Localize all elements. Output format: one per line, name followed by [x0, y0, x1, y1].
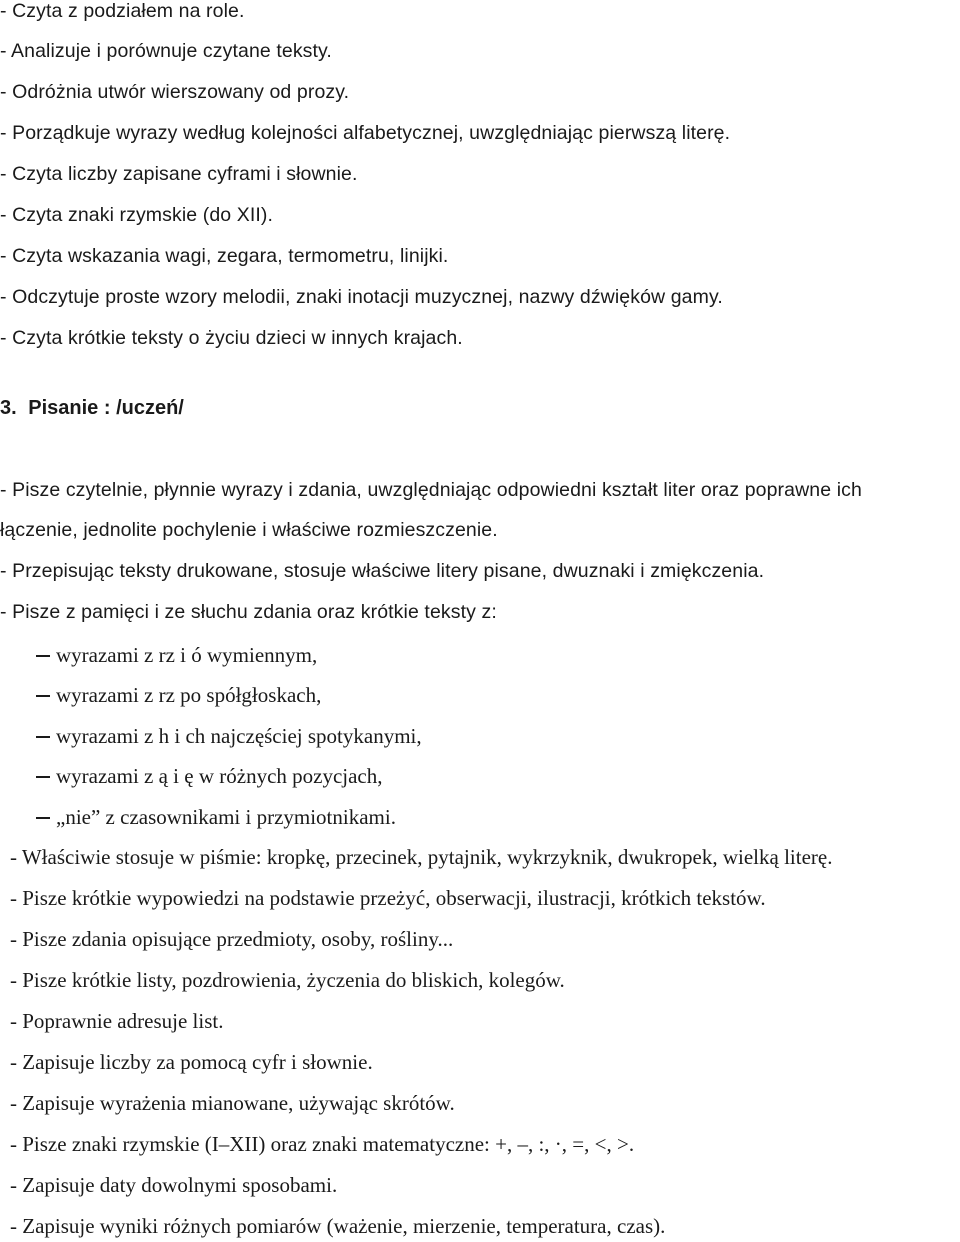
writing-item-dates: - Zapisuje daty dowolnymi sposobami. [10, 1173, 338, 1197]
writing-item-copying: - Przepisując teksty drukowane, stosuje właściwe litery pisane, dwuznaki i zmiękczenia. [0, 560, 765, 582]
writing-item-descriptions: - Pisze zdania opisujące przedmioty, osoby, rośliny... [10, 927, 454, 951]
reading-item-roles: - Czyta z podziałem na role. [0, 0, 245, 22]
reading-item-measurements: - Czyta wskazania wagi, zegara, termometru, linijki. [0, 245, 449, 267]
writing-item-measurements: - Zapisuje wyniki różnych pomiarów (ważenie, mierzenie, temperatura, czas). [10, 1214, 666, 1238]
reading-item-melody: - Odczytuje proste wzory melodii, znaki inotacji muzycznej, nazwy dźwięków gamy. [0, 286, 723, 308]
dash-bullet-icon [36, 695, 50, 697]
section-heading [0, 398, 184, 418]
dash-bullet-icon [36, 736, 50, 738]
writing-item-legibly: - Pisze czytelnie, płynnie wyrazy i zdania, uwzględniając odpowiedni kształt liter oraz poprawne ich [0, 479, 862, 501]
writing-item-punctuation: - Właściwie stosuje w piśmie: kropkę, przecinek, pytajnik, wykrzyknik, dwukropek, wielką literę. [10, 845, 833, 869]
reading-item-numbers: - Czyta liczby zapisane cyframi i słownie. [0, 163, 358, 185]
dictation-subitem-text: wyrazami z ą i ę w różnych pozycjach, [56, 764, 383, 788]
reading-item-roman: - Czyta znaki rzymskie (do XII). [0, 204, 274, 226]
dictation-subitem-text: wyrazami z rz i ó wymiennym, [56, 643, 318, 667]
writing-item-roman-math: - Pisze znaki rzymskie (I–XII) oraz znaki matematyczne: +, –, :, ·, =, <, >. [10, 1132, 635, 1156]
dictation-subitem-text: „nie” z czasownikami i przymiotnikami. [56, 805, 396, 829]
writing-item-addressing: - Poprawnie adresuje list. [10, 1009, 224, 1033]
reading-item-compare: - Analizuje i porównuje czytane teksty. [0, 40, 332, 62]
reading-item-poetry-prose: - Odróżnia utwór wierszowany od prozy. [0, 81, 350, 103]
writing-item-dictation: - Pisze z pamięci i ze słuchu zdania oraz krótkie teksty z: [0, 601, 497, 623]
section-title: Pisanie : /uczeń/ [28, 397, 184, 419]
writing-item-numbers: - Zapisuje liczby za pomocą cyfr i słownie. [10, 1050, 373, 1074]
writing-item-abbreviations: - Zapisuje wyrażenia mianowane, używając skrótów. [10, 1091, 455, 1115]
reading-item-alphabetical: - Porządkuje wyrazy według kolejności alfabetycznej, uwzględniając pierwszą literę. [0, 122, 731, 144]
dash-bullet-icon [36, 817, 50, 819]
writing-item-legibly-cont: łączenie, jednolite pochylenie i właściwe rozmieszczenie. [0, 519, 498, 541]
reading-item-children: - Czyta krótkie teksty o życiu dzieci w innych krajach. [0, 327, 463, 349]
dictation-subitem-text: wyrazami z rz po spółgłoskach, [56, 683, 322, 707]
dash-bullet-icon [36, 655, 50, 657]
writing-item-letters: - Pisze krótkie listy, pozdrowienia, życzenia do bliskich, kolegów. [10, 968, 565, 992]
writing-item-short-texts: - Pisze krótkie wypowiedzi na podstawie przeżyć, obserwacji, ilustracji, krótkich tekstów. [10, 886, 766, 910]
section-number: 3. [0, 397, 17, 419]
dash-bullet-icon [36, 776, 50, 778]
dictation-subitem-text: wyrazami z h i ch najczęściej spotykanymi, [56, 724, 422, 748]
